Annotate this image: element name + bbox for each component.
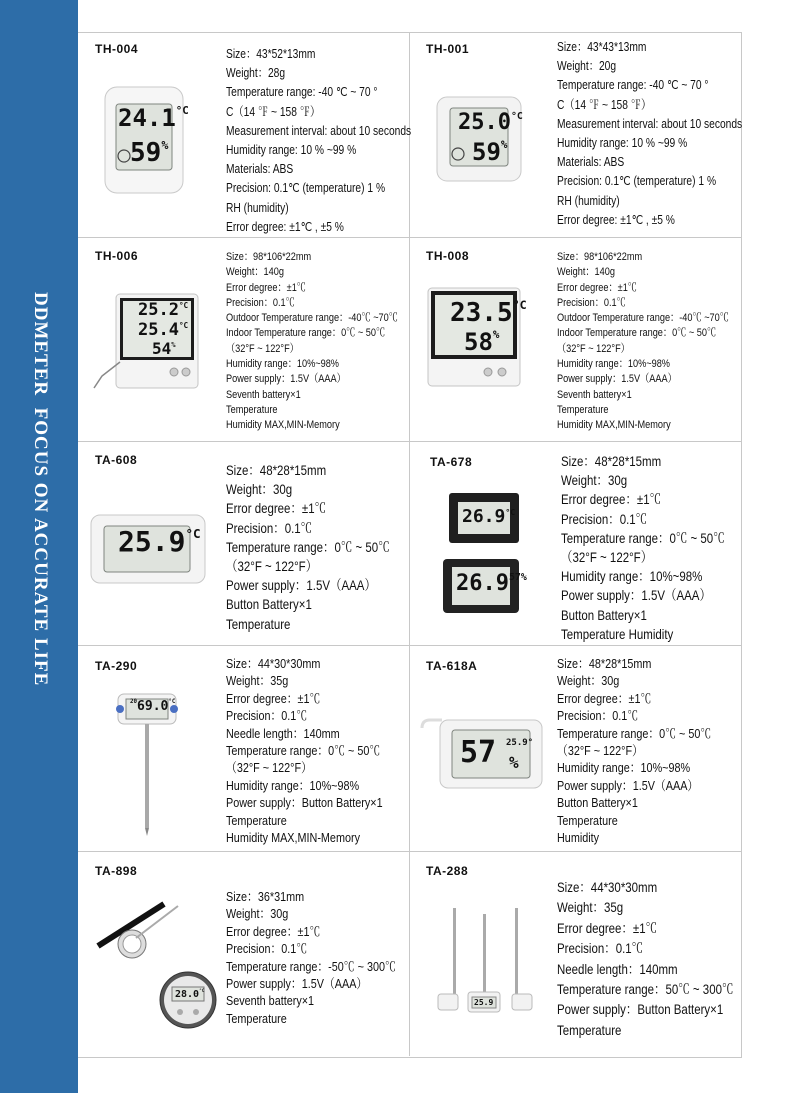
spec-line: Needle length：140mm xyxy=(226,725,340,741)
spec-line: Humidity range：10%~98% xyxy=(557,358,670,371)
spec-line: C（14 ℉ ~ 158 ℉） xyxy=(226,104,321,119)
spec-line: Precision：0.1℃ xyxy=(226,519,313,536)
spec-line: Weight：30g xyxy=(226,906,289,922)
spec-line: Power supply：Button Battery×1 xyxy=(557,1001,724,1018)
spec-line: Weight：35g xyxy=(226,673,289,689)
th-001-specs xyxy=(557,38,742,230)
spec-line: Weight：35g xyxy=(557,899,624,916)
spec-line: Power supply：1.5V（AAA） xyxy=(561,587,711,604)
spec-line: Indoor Temperature range：0℃ ~ 50℃ xyxy=(557,327,717,340)
ta-618a-specs xyxy=(557,655,711,846)
spec-line: Humidity range：10%~98% xyxy=(226,358,339,371)
spec-line: Needle length：140mm xyxy=(557,960,678,977)
spec-line: Power supply：1.5V（AAA） xyxy=(226,577,376,594)
ta-288-lcd: 25.9 xyxy=(474,998,494,1007)
spec-line: Precision：0.1℃ xyxy=(557,296,626,309)
th-001-lcd-temp: $25.0^{^\circ C}$ xyxy=(458,110,523,135)
spec-line: Seventh battery×1 xyxy=(226,993,315,1009)
spec-line: Temperature range：-50℃ ~ 300℃ xyxy=(226,958,396,974)
spec-line: Humidity MAX,MIN-Memory xyxy=(226,830,360,846)
spec-line: Weight：140g xyxy=(557,266,615,279)
model-ta-678: TA-678 xyxy=(430,455,473,469)
th-006-lcd-indoor: $25.4^{^\circ C}$ xyxy=(138,320,189,340)
spec-line: Weight：30g xyxy=(561,472,628,489)
spec-line: Indoor Temperature range：0℃ ~ 50℃ xyxy=(226,327,386,340)
spec-line: Size：44*30*30mm xyxy=(557,879,658,895)
sidebar-slogan: DDMETER FOCUS ON ACCURATE LIFE xyxy=(30,292,51,687)
spec-line: Temperature range：50℃ ~ 300℃ xyxy=(557,981,734,998)
row-divider xyxy=(78,237,741,238)
spec-line: Size：43*52*13mm xyxy=(226,47,316,61)
spec-line: Error degree：±1℃ xyxy=(557,690,652,706)
th-008-lcd-temp: $23.5^{^\circ C}$ xyxy=(450,298,527,328)
row-divider xyxy=(78,645,741,646)
spec-line: （32°F ~ 122°F） xyxy=(557,342,630,355)
spec-line: Weight：28g xyxy=(226,66,286,81)
spec-line: Error degree：±1℃ xyxy=(561,491,662,508)
spec-line: Power supply：1.5V（AAA） xyxy=(557,777,699,793)
spec-line: Humidity xyxy=(557,830,600,846)
spec-line: Error degree: ±1℃ , ±5 % xyxy=(557,212,675,227)
spec-line: Error degree：±1℃ xyxy=(557,919,658,936)
spec-line: （32°F ~ 122°F） xyxy=(557,743,643,759)
spec-line: Power supply：Button Battery×1 xyxy=(226,795,383,811)
spec-line: Temperature xyxy=(226,812,287,828)
spec-line: Measurement interval: about 10 seconds xyxy=(557,116,743,131)
model-ta-898: TA-898 xyxy=(95,864,138,878)
spec-line: Size：44*30*30mm xyxy=(226,656,321,671)
model-ta-290: TA-290 xyxy=(95,659,138,673)
spec-line: Size：98*106*22mm xyxy=(226,251,312,263)
spec-line: （32°F ~ 122°F） xyxy=(226,760,312,776)
spec-line: RH (humidity) xyxy=(557,193,620,208)
spec-line: Temperature xyxy=(226,403,278,416)
spec-line: Power supply：1.5V（AAA） xyxy=(557,373,677,386)
ta-678-specs xyxy=(561,452,725,644)
spec-line: Error degree：±1℃ xyxy=(226,500,327,517)
spec-line: Temperature xyxy=(557,812,618,828)
spec-line: Weight：30g xyxy=(226,481,293,498)
spec-line: Temperature xyxy=(226,1010,287,1026)
th-006-lcd-outdoor: $25.2^{^\circ C}$ xyxy=(138,300,189,320)
ta-898-product-image xyxy=(92,892,222,1032)
spec-line: Precision：0.1℃ xyxy=(557,940,644,957)
spec-line: Temperature range：0℃ ~ 50℃ xyxy=(226,743,381,759)
ta-618a-lcd-temp: 25.9° xyxy=(506,738,534,748)
ta-898-specs xyxy=(226,888,396,1027)
spec-line: Precision：0.1℃ xyxy=(226,941,308,957)
spec-line: Size：36*31mm xyxy=(226,889,305,904)
spec-line: Humidity MAX,MIN-Memory xyxy=(557,419,671,432)
spec-line: Temperature range: -40 ℃ ~ 70 ° xyxy=(226,85,378,100)
sidebar xyxy=(0,0,78,1093)
spec-line: RH (humidity) xyxy=(226,200,289,215)
spec-line: Precision: 0.1℃ (temperature) 1 % xyxy=(226,181,386,196)
spec-line: Precision: 0.1℃ (temperature) 1 % xyxy=(557,174,717,189)
row-divider xyxy=(78,851,741,852)
spec-line: Humidity range：10%~98% xyxy=(557,760,691,776)
spec-line: （32°F ~ 122°F） xyxy=(561,549,653,566)
spec-line: Temperature xyxy=(557,1021,622,1038)
spec-line: Temperature range：0℃ ~ 50℃ xyxy=(226,538,390,555)
ta-290-specs xyxy=(226,655,383,846)
th-004-lcd-humidity: 59% xyxy=(130,138,169,168)
ta-898-lcd: $28.0^{^\circ C}$ xyxy=(175,989,205,1000)
row-divider xyxy=(78,441,741,442)
spec-line: （32°F ~ 122°F） xyxy=(226,342,299,355)
ta-618a-lcd-humidity: 57 xyxy=(460,735,497,770)
spec-line: Humidity range: 10 % ~99 % xyxy=(226,143,357,158)
spec-line: Materials: ABS xyxy=(557,155,625,170)
spec-line: Temperature range: -40 ℃ ~ 70 ° xyxy=(557,78,709,93)
spec-line: Error degree: ±1℃ , ±5 % xyxy=(226,219,344,234)
spec-line: Error degree：±1℃ xyxy=(226,690,321,706)
th-001-lcd-humidity: 59% xyxy=(472,138,508,166)
spec-line: Precision：0.1℃ xyxy=(226,708,308,724)
th-008-lcd-humidity: 58% xyxy=(464,328,500,356)
spec-line: Temperature xyxy=(226,615,291,632)
th-006-specs xyxy=(226,250,398,434)
spec-line: Materials: ABS xyxy=(226,162,294,177)
model-ta-618a: TA-618A xyxy=(426,659,478,673)
ta-678-lcd-top: $26.9^{^\circ C}$ xyxy=(462,506,516,527)
th-006-lcd-humidity: 54% xyxy=(152,339,176,358)
spec-line: Humidity MAX,MIN-Memory xyxy=(226,419,340,432)
spec-line: Size：48*28*15mm xyxy=(226,462,327,478)
ta-678-lcd-bottom: $26.9^{57\%}$ xyxy=(456,571,527,596)
spec-line: Size：48*28*15mm xyxy=(557,656,652,671)
spec-line: （32°F ~ 122°F） xyxy=(226,558,318,575)
spec-line: Weight：140g xyxy=(226,266,284,279)
spec-line: Error degree：±1℃ xyxy=(226,281,306,294)
spec-line: Button Battery×1 xyxy=(561,606,647,623)
model-ta-608: TA-608 xyxy=(95,453,138,467)
model-th-006: TH-006 xyxy=(95,249,139,263)
spec-line: Power supply：1.5V（AAA） xyxy=(226,976,368,992)
spec-line: Size：98*106*22mm xyxy=(557,251,643,263)
spec-line: C（14 ℉ ~ 158 ℉） xyxy=(557,97,652,112)
model-th-001: TH-001 xyxy=(426,42,470,56)
spec-line: Temperature Humidity xyxy=(561,625,674,642)
spec-line: Temperature range：0℃ ~ 50℃ xyxy=(561,529,725,546)
spec-line: Precision：0.1℃ xyxy=(557,708,639,724)
spec-line: Weight：30g xyxy=(557,673,620,689)
model-th-004: TH-004 xyxy=(95,42,139,56)
spec-line: Size：43*43*13mm xyxy=(557,40,647,54)
spec-line: Seventh battery×1 xyxy=(557,388,632,401)
ta-618a-lcd-pct: % xyxy=(509,753,519,772)
ta-608-lcd: $25.9^{^\circ C}$ xyxy=(118,525,201,558)
spec-line: Precision：0.1℃ xyxy=(561,510,648,527)
spec-line: Humidity range: 10 % ~99 % xyxy=(557,136,688,151)
spec-line: Temperature range：0℃ ~ 50℃ xyxy=(557,725,712,741)
ta-288-specs xyxy=(557,877,733,1040)
model-th-008: TH-008 xyxy=(426,249,470,263)
spec-line: Humidity range：10%~98% xyxy=(226,777,360,793)
spec-line: Seventh battery×1 xyxy=(226,388,301,401)
spec-line: Outdoor Temperature range：-40℃ ~70℃ xyxy=(226,312,398,325)
th-008-specs xyxy=(557,250,729,434)
spec-line: Size：48*28*15mm xyxy=(561,453,662,469)
spec-line: Weight：20g xyxy=(557,59,617,74)
spec-line: Error degree：±1℃ xyxy=(557,281,637,294)
spec-line: Power supply：1.5V（AAA） xyxy=(226,373,346,386)
spec-line: Temperature xyxy=(557,403,609,416)
spec-line: Outdoor Temperature range：-40℃ ~70℃ xyxy=(557,312,729,325)
model-ta-288: TA-288 xyxy=(426,864,469,878)
ta-608-specs xyxy=(226,461,390,634)
spec-line: Humidity range：10%~98% xyxy=(561,568,703,585)
th-004-lcd-temp: $24.1^{^\circ C}$ xyxy=(118,104,189,132)
spec-line: Button Battery×1 xyxy=(557,795,638,811)
spec-line: Button Battery×1 xyxy=(226,596,312,613)
ta-290-lcd: $^{20}69.0^{^\circ C}$ xyxy=(130,699,176,714)
spec-line: Measurement interval: about 10 seconds xyxy=(226,123,412,138)
spec-line: Precision：0.1℃ xyxy=(226,296,295,309)
spec-line: Error degree：±1℃ xyxy=(226,923,321,939)
th-004-specs xyxy=(226,45,411,237)
